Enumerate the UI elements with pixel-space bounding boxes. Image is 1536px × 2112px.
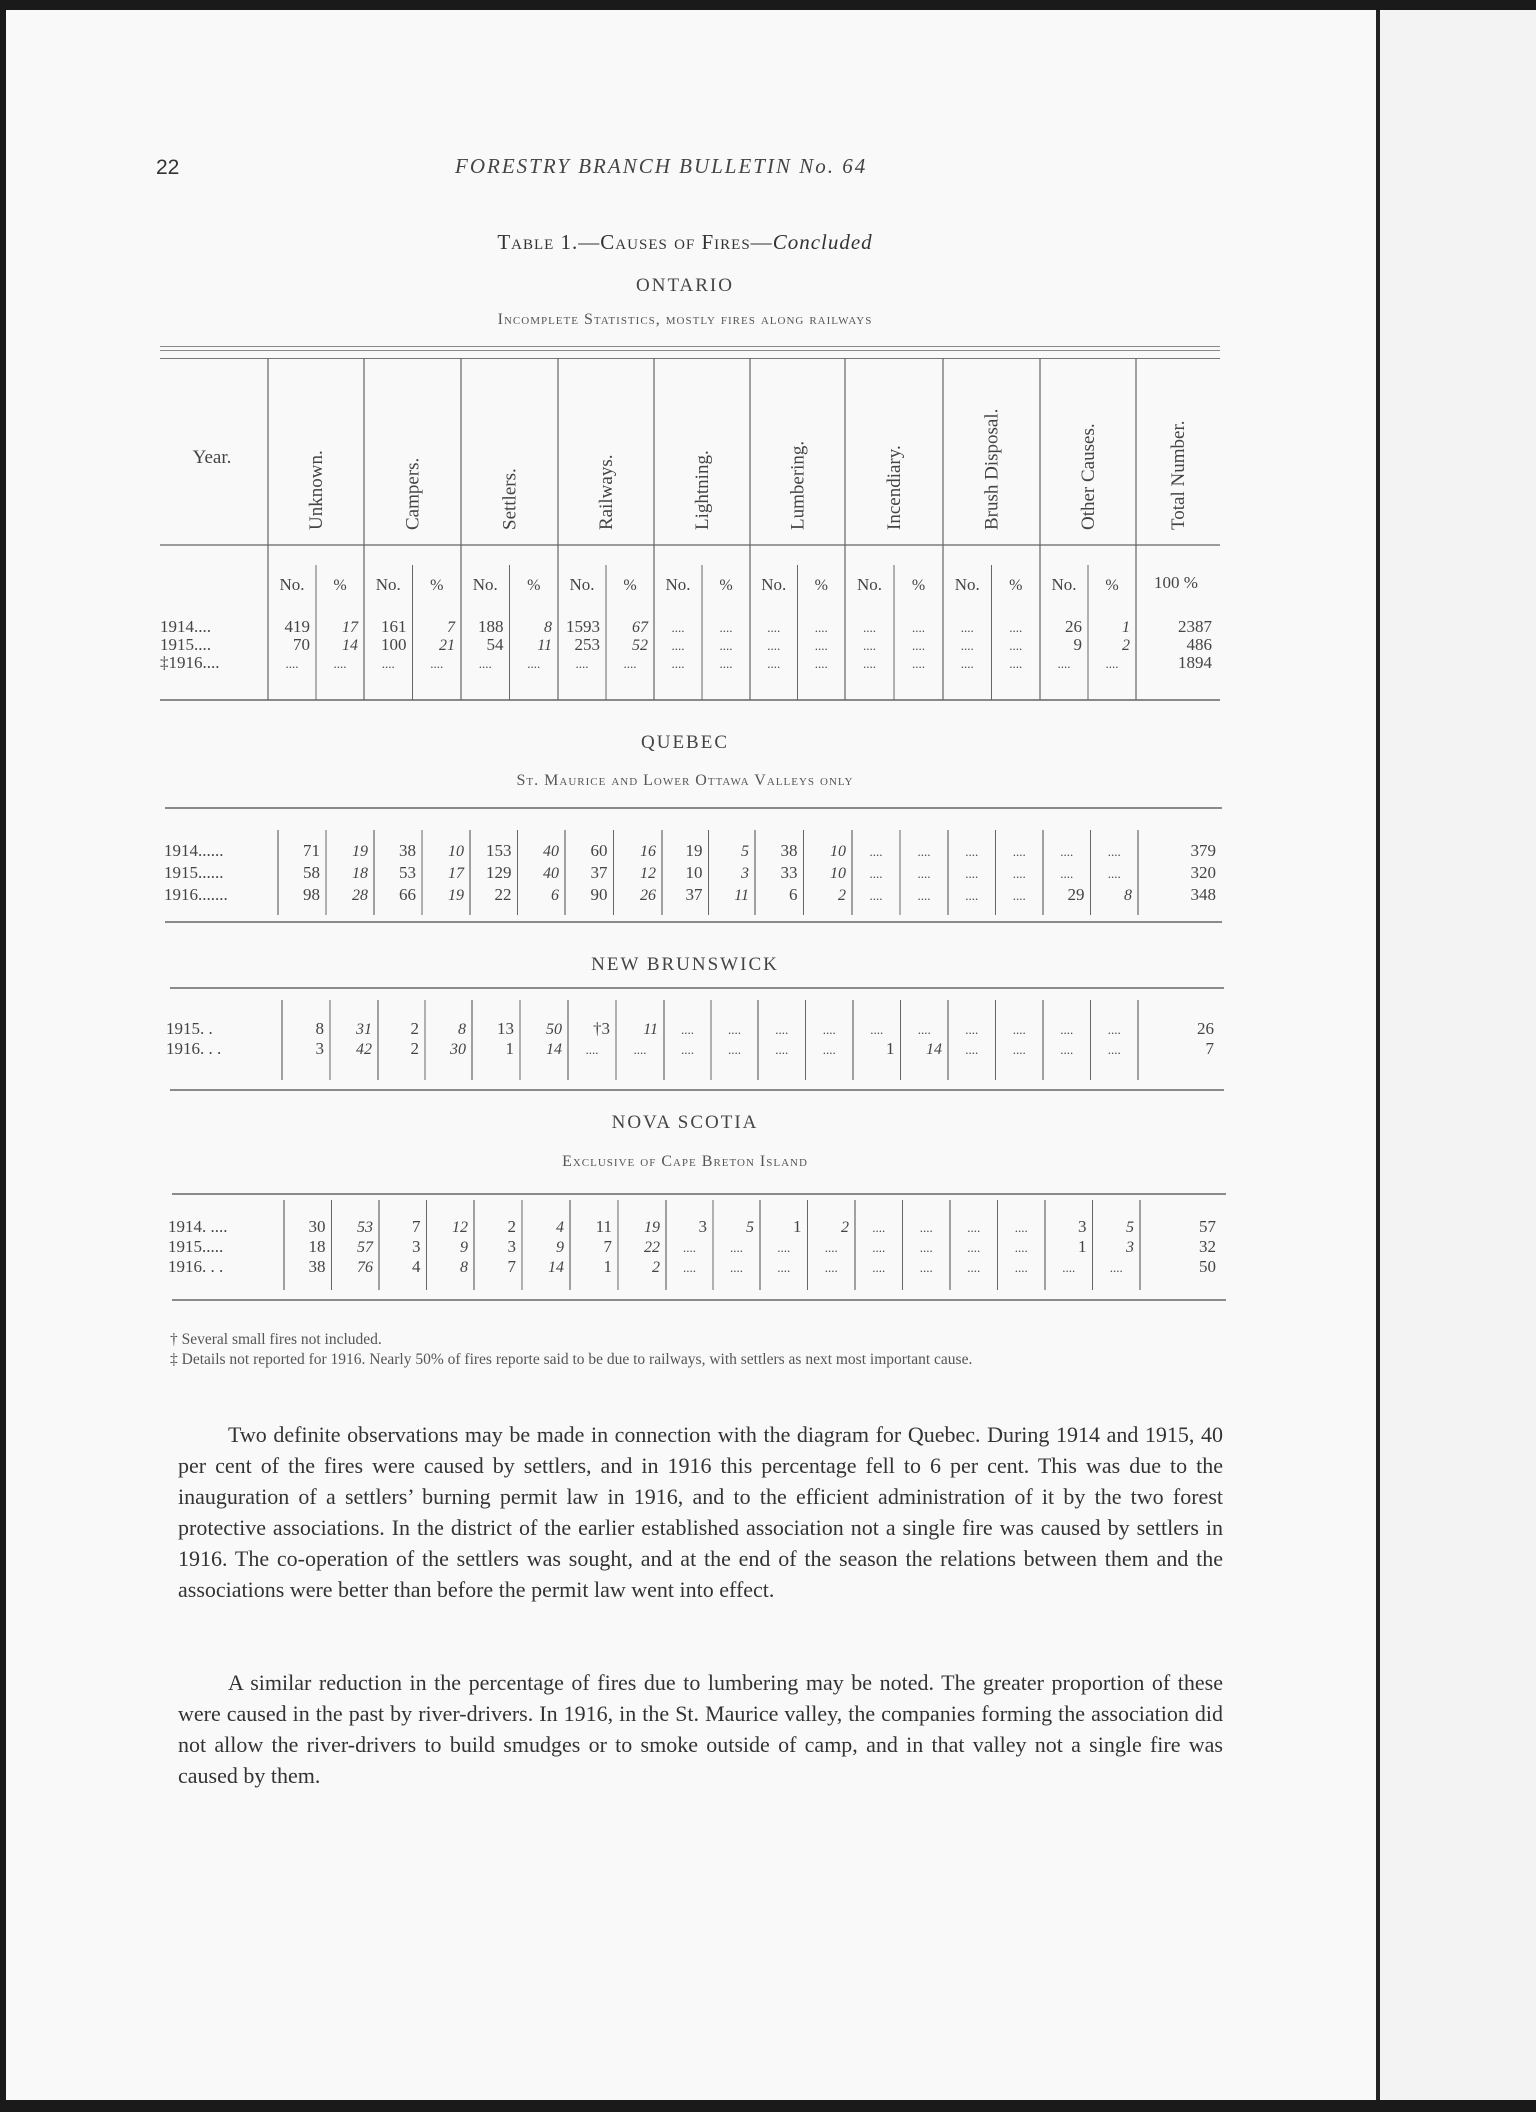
cell-dots: .... xyxy=(719,620,733,635)
cell-no: 18 xyxy=(308,1237,326,1256)
cell-pct: 2 xyxy=(652,1259,660,1276)
cell-dots: .... xyxy=(965,888,979,903)
subhead-no: No. xyxy=(569,575,595,594)
cell-no: 38 xyxy=(399,841,416,860)
cell-no: 37 xyxy=(685,885,703,904)
cell-no: 22 xyxy=(494,885,512,904)
cell-dots: .... xyxy=(965,1022,979,1037)
cell-total: 26 xyxy=(1197,1019,1214,1038)
cell-pct: 14 xyxy=(342,637,358,654)
subtitle-quebec: St. Maurice and Lower Ottawa Valleys only xyxy=(516,772,854,789)
cell-pct: 2 xyxy=(838,887,846,904)
cell-pct: 14 xyxy=(546,1041,562,1058)
cell-dots: .... xyxy=(917,1022,931,1037)
cell-dots: .... xyxy=(1012,844,1026,859)
cell-dots: .... xyxy=(965,1042,979,1057)
cell-no: 33 xyxy=(780,863,798,882)
subtitle-nova-scotia: Exclusive of Cape Breton Island xyxy=(562,1153,808,1170)
subhead-no: No. xyxy=(279,575,305,594)
column-header: Other Causes. xyxy=(1078,423,1099,530)
cell-dots: .... xyxy=(960,638,974,653)
cell-dots: .... xyxy=(767,638,781,653)
cell-no: 3 xyxy=(412,1237,421,1256)
cell-dots: .... xyxy=(824,1240,838,1255)
cell-dots: .... xyxy=(767,656,781,671)
cell-no: 11 xyxy=(595,1217,612,1236)
cell-dots: .... xyxy=(869,866,883,881)
cell-pct: 10 xyxy=(448,843,464,860)
column-header: Incendiary. xyxy=(884,445,905,530)
cell-total: 57 xyxy=(1199,1217,1216,1236)
subhead-pct: % xyxy=(623,577,637,594)
cell-total: 1894 xyxy=(1178,653,1212,672)
cell-pct: 30 xyxy=(450,1041,466,1058)
cell-dots: .... xyxy=(719,638,733,653)
cell-pct: 17 xyxy=(342,619,358,636)
paragraph-lumbering: A similar reduction in the percentage of fires due to lumbering may be noted. The greater proportion of these were caused in the past by river-drivers. In 1916, in the St. Maurice valley, the companies forming the association did not allow the river-drivers to build smudges or to smoke outside of camp, and in that valley not a single fire was caused by them. xyxy=(178,1670,1223,1788)
cell-no: 3 xyxy=(507,1237,516,1256)
cell-dots: .... xyxy=(681,1042,694,1057)
subhead-pct: % xyxy=(527,577,541,594)
subhead-no: No. xyxy=(856,575,883,594)
cell-pct: 17 xyxy=(448,865,464,882)
cell-no: 54 xyxy=(486,635,504,654)
cell-dots: .... xyxy=(671,620,685,635)
cell-total: 2387 xyxy=(1178,617,1212,636)
cell-no: 3 xyxy=(698,1217,707,1236)
paragraph-quebec-settlers: Two definite observations may be made in connection with the diagram for Quebec. During 1914 and 1915, 40 per cent of the fires were caused by settlers, and in 1916 this percentage fell to 6 per cent. This was due to the inauguration of a settlers’ burning permit law in 1916, and to the efficient administration of it by the two forest protective associations. In the district of the earlier established association not a single fire was caused by settlers in 1916. The co-operation of the settlers was sought, and at the end of the season the relations between them and the associations were better than before the permit law went into effect. xyxy=(178,1422,1223,1602)
cell-total: 50 xyxy=(1199,1257,1216,1276)
year-label: 1914.... xyxy=(160,617,211,636)
cell-pct: 10 xyxy=(830,865,846,882)
cell-no: 1 xyxy=(793,1217,802,1236)
cell-no: 29 xyxy=(1067,885,1085,904)
cell-dots: .... xyxy=(623,656,637,671)
cell-dots: .... xyxy=(960,620,974,635)
column-header: Brush Disposal. xyxy=(981,408,1003,530)
year-label: 1915...... xyxy=(164,863,224,882)
cell-dots: .... xyxy=(960,656,974,671)
year-label: 1915. . xyxy=(166,1019,213,1038)
cell-no: 38 xyxy=(308,1257,326,1276)
cell-no: 10 xyxy=(685,863,703,882)
cell-no: 153 xyxy=(486,841,512,860)
cell-dots: .... xyxy=(683,1240,696,1255)
cell-no: 66 xyxy=(399,885,416,904)
region-ontario: ONTARIO xyxy=(636,275,734,296)
column-header: Settlers. xyxy=(499,468,521,530)
cell-dots: .... xyxy=(967,1220,981,1235)
subhead-no: No. xyxy=(761,575,787,594)
cell-dots: .... xyxy=(719,656,733,671)
cell-pct: 57 xyxy=(357,1239,373,1256)
cell-dots: .... xyxy=(1060,1022,1074,1037)
cell-dots: .... xyxy=(1057,656,1071,671)
cell-pct: 12 xyxy=(452,1219,468,1236)
cell-dots: .... xyxy=(775,1042,789,1057)
cell-pct: 2 xyxy=(841,1219,849,1236)
column-header: Total Number. xyxy=(1168,420,1189,530)
cell-dots: .... xyxy=(863,656,876,671)
cell-dots: .... xyxy=(1014,1240,1028,1255)
cell-pct: 9 xyxy=(460,1239,468,1256)
cell-pct: 67 xyxy=(632,619,648,636)
cell-no: 53 xyxy=(399,863,416,882)
cell-no: 419 xyxy=(284,617,310,636)
year-label: 1916....... xyxy=(164,885,228,904)
year-label: 1914. .... xyxy=(168,1217,228,1236)
cell-pct: 11 xyxy=(537,637,552,654)
subhead-no: No. xyxy=(472,575,498,594)
cell-dots: .... xyxy=(633,1042,647,1057)
page-number: 22 xyxy=(156,156,180,179)
footnote-double-dagger: ‡ Details not reported for 1916. Nearly 50% of fires reporte said to be due to railways, with settlers as next most important cause. xyxy=(170,1351,973,1368)
cell-dots: .... xyxy=(1060,866,1074,881)
cell-no: 98 xyxy=(303,885,320,904)
cell-dots: .... xyxy=(872,1220,886,1235)
cell-dots: .... xyxy=(912,656,925,671)
cell-dots: .... xyxy=(777,1240,791,1255)
cell-dots: .... xyxy=(1012,866,1026,881)
cell-dots: .... xyxy=(919,1240,933,1255)
cell-pct: 3 xyxy=(1126,1239,1134,1256)
cell-dots: .... xyxy=(912,638,925,653)
cell-pct: 14 xyxy=(548,1259,564,1276)
cell-pct: 1 xyxy=(1122,619,1130,636)
year-header: Year. xyxy=(192,447,232,468)
cell-dots: .... xyxy=(285,656,299,671)
cell-dots: .... xyxy=(912,620,925,635)
cell-dots: .... xyxy=(863,620,876,635)
cell-no: 3 xyxy=(1078,1217,1087,1236)
cell-no: 7 xyxy=(603,1237,612,1256)
table-title-concluded: Concluded xyxy=(772,230,873,254)
cell-pct: 52 xyxy=(632,637,648,654)
year-label: 1914...... xyxy=(164,841,224,860)
cell-total: 379 xyxy=(1190,841,1216,860)
scan-bottom-border xyxy=(0,2100,1536,2112)
subhead-pct: % xyxy=(911,577,926,594)
cell-pct: 19 xyxy=(644,1219,660,1236)
cell-pct: 11 xyxy=(643,1021,658,1038)
cell-pct: 5 xyxy=(1126,1219,1134,1236)
cell-pct: 8 xyxy=(1124,887,1132,904)
cell-dots: .... xyxy=(917,888,931,903)
cell-pct: 40 xyxy=(543,865,559,882)
cell-dots: .... xyxy=(1060,844,1074,859)
facing-page-edge xyxy=(1380,10,1536,2112)
cell-no: 26 xyxy=(1065,617,1082,636)
cell-dots: .... xyxy=(822,1042,836,1057)
cell-pct: 4 xyxy=(556,1219,564,1236)
cell-dots: .... xyxy=(814,656,828,671)
cell-pct: 2 xyxy=(1122,637,1130,654)
cell-no: 37 xyxy=(590,863,608,882)
cell-dots: .... xyxy=(777,1260,791,1275)
cell-dots: .... xyxy=(1012,1042,1026,1057)
cell-no: 70 xyxy=(293,635,310,654)
cell-dots: .... xyxy=(869,888,883,903)
cell-no: 253 xyxy=(574,635,600,654)
region-new-brunswick: NEW BRUNSWICK xyxy=(591,954,779,975)
cell-dots: .... xyxy=(728,1022,741,1037)
cell-pct: 12 xyxy=(640,865,656,882)
cell-dots: .... xyxy=(681,1022,694,1037)
cell-pct: 16 xyxy=(640,843,656,860)
cell-dots: .... xyxy=(872,1240,886,1255)
cell-dots: .... xyxy=(478,656,492,671)
cell-no: 7 xyxy=(412,1217,421,1236)
cell-no: 8 xyxy=(315,1019,324,1038)
cell-dots: .... xyxy=(965,866,979,881)
cell-no: 2 xyxy=(507,1217,516,1236)
cell-dots: .... xyxy=(333,656,347,671)
cell-dots: .... xyxy=(870,1022,884,1037)
cell-dots: .... xyxy=(1009,620,1023,635)
column-header: Railways. xyxy=(596,454,617,530)
cell-pct: 76 xyxy=(357,1259,373,1276)
cell-dots: .... xyxy=(1014,1220,1028,1235)
cell-dots: .... xyxy=(917,866,931,881)
cell-dots: .... xyxy=(1107,866,1121,881)
cell-no: 2 xyxy=(410,1019,419,1038)
cell-dots: .... xyxy=(775,1022,789,1037)
cell-dots: .... xyxy=(917,844,931,859)
cell-dots: .... xyxy=(967,1240,981,1255)
cell-no: 1593 xyxy=(566,617,600,636)
cell-no: 188 xyxy=(478,617,504,636)
cell-dots: .... xyxy=(863,638,876,653)
cell-pct: 21 xyxy=(439,637,455,654)
cell-dots: .... xyxy=(683,1260,696,1275)
cell-no: 90 xyxy=(590,885,608,904)
cell-dots: .... xyxy=(822,1022,836,1037)
subhead-pct: % xyxy=(1009,577,1023,594)
cell-no: 30 xyxy=(308,1217,326,1236)
subhead-no: No. xyxy=(665,575,691,594)
cell-dots: .... xyxy=(730,1260,743,1275)
cell-pct: 53 xyxy=(357,1219,373,1236)
subhead-pct: % xyxy=(814,577,828,594)
cell-pct: 9 xyxy=(556,1239,564,1256)
cell-total: 486 xyxy=(1186,635,1212,654)
cell-no: †3 xyxy=(593,1019,610,1038)
cell-dots: .... xyxy=(814,638,828,653)
cell-no: 19 xyxy=(685,841,703,860)
cell-pct: 14 xyxy=(926,1041,942,1058)
cell-dots: .... xyxy=(1107,1022,1121,1037)
cell-dots: .... xyxy=(965,844,979,859)
cell-dots: .... xyxy=(814,620,828,635)
cell-dots: .... xyxy=(1014,1260,1028,1275)
cell-dots: .... xyxy=(1062,1260,1076,1275)
running-header: FORESTRY BRANCH BULLETIN No. 64 xyxy=(455,154,868,178)
cell-no: 4 xyxy=(412,1257,421,1276)
cell-total: 7 xyxy=(1205,1039,1214,1058)
cell-dots: .... xyxy=(1009,638,1023,653)
footnote-dagger: † Several small fires not included. xyxy=(170,1331,382,1348)
subhead-pct: % xyxy=(719,577,733,594)
cell-pct: 22 xyxy=(644,1239,660,1256)
cell-pct: 6 xyxy=(551,887,559,904)
cell-pct: 8 xyxy=(544,619,552,636)
cell-dots: .... xyxy=(527,656,541,671)
subhead-pct: % xyxy=(430,577,444,594)
cell-no: 1 xyxy=(1078,1237,1087,1256)
column-header: Lumbering. xyxy=(787,440,809,530)
cell-pct: 40 xyxy=(543,843,559,860)
cell-no: 7 xyxy=(507,1257,516,1276)
cell-dots: .... xyxy=(381,656,395,671)
table-title-text: Table 1.—Causes of Fires— xyxy=(497,230,773,254)
column-header: Campers. xyxy=(402,457,424,530)
cell-dots: .... xyxy=(1009,656,1023,671)
region-nova-scotia: NOVA SCOTIA xyxy=(611,1112,759,1133)
year-label: 1916. . . xyxy=(166,1039,222,1058)
cell-dots: .... xyxy=(671,656,685,671)
cell-dots: .... xyxy=(430,656,444,671)
subhead-pct: % xyxy=(1105,577,1119,594)
year-label: 1915..... xyxy=(168,1237,224,1256)
subhead-total: 100 % xyxy=(1154,573,1198,592)
cell-no: 6 xyxy=(789,885,798,904)
cell-no: 100 xyxy=(381,635,407,654)
year-label: 1915.... xyxy=(160,635,211,654)
cell-no: 60 xyxy=(590,841,608,860)
region-quebec: QUEBEC xyxy=(641,732,729,753)
cell-no: 1 xyxy=(505,1039,514,1058)
cell-dots: .... xyxy=(872,1260,886,1275)
cell-pct: 18 xyxy=(352,865,368,882)
cell-dots: .... xyxy=(1012,888,1026,903)
year-label: ‡1916.... xyxy=(160,653,220,672)
cell-dots: .... xyxy=(585,1042,599,1057)
cell-pct: 5 xyxy=(746,1219,754,1236)
cell-dots: .... xyxy=(671,638,685,653)
cell-no: 3 xyxy=(315,1039,324,1058)
cell-pct: 19 xyxy=(352,843,368,860)
cell-pct: 5 xyxy=(741,843,749,860)
cell-pct: 28 xyxy=(352,887,368,904)
column-header: Lightning. xyxy=(692,450,713,530)
column-header: Unknown. xyxy=(306,450,327,530)
cell-pct: 50 xyxy=(546,1021,562,1038)
cell-dots: .... xyxy=(767,620,781,635)
cell-no: 38 xyxy=(780,841,798,860)
cell-pct: 3 xyxy=(741,865,749,882)
year-label: 1916. . . xyxy=(168,1257,224,1276)
cell-dots: .... xyxy=(730,1240,743,1255)
cell-total: 348 xyxy=(1190,885,1216,904)
cell-total: 32 xyxy=(1199,1237,1216,1256)
cell-dots: .... xyxy=(1107,844,1121,859)
cell-pct: 8 xyxy=(460,1259,468,1276)
cell-no: 1 xyxy=(603,1257,612,1276)
cell-dots: .... xyxy=(1060,1042,1074,1057)
cell-dots: .... xyxy=(575,656,589,671)
cell-pct: 10 xyxy=(830,843,846,860)
cell-no: 1 xyxy=(886,1039,895,1058)
cell-pct: 42 xyxy=(356,1041,372,1058)
cell-pct: 31 xyxy=(356,1021,372,1038)
cell-pct: 19 xyxy=(448,887,464,904)
cell-pct: 26 xyxy=(640,887,656,904)
cell-dots: .... xyxy=(1012,1022,1026,1037)
subhead-no: No. xyxy=(375,575,401,594)
cell-pct: 11 xyxy=(734,887,749,904)
cell-no: 161 xyxy=(381,617,407,636)
cell-dots: .... xyxy=(919,1220,933,1235)
cell-no: 2 xyxy=(410,1039,419,1058)
cell-dots: .... xyxy=(869,844,883,859)
cell-dots: .... xyxy=(919,1260,933,1275)
cell-dots: .... xyxy=(824,1260,838,1275)
subhead-no: No. xyxy=(954,575,980,594)
cell-dots: .... xyxy=(1107,1042,1121,1057)
subhead-pct: % xyxy=(333,577,347,594)
cell-dots: .... xyxy=(967,1260,981,1275)
subtitle-ontario: Incomplete Statistics, mostly fires along railways xyxy=(497,311,873,328)
cell-dots: .... xyxy=(1105,656,1119,671)
cell-total: 320 xyxy=(1190,863,1216,882)
cell-dots: .... xyxy=(1109,1260,1123,1275)
cell-pct: 7 xyxy=(447,619,455,636)
cell-no: 129 xyxy=(486,863,512,882)
cell-no: 9 xyxy=(1073,635,1082,654)
cell-pct: 8 xyxy=(458,1021,466,1038)
cell-no: 13 xyxy=(497,1019,514,1038)
cell-no: 71 xyxy=(303,841,320,860)
cell-no: 58 xyxy=(303,863,320,882)
subhead-no: No. xyxy=(1051,575,1077,594)
cell-dots: .... xyxy=(728,1042,741,1057)
